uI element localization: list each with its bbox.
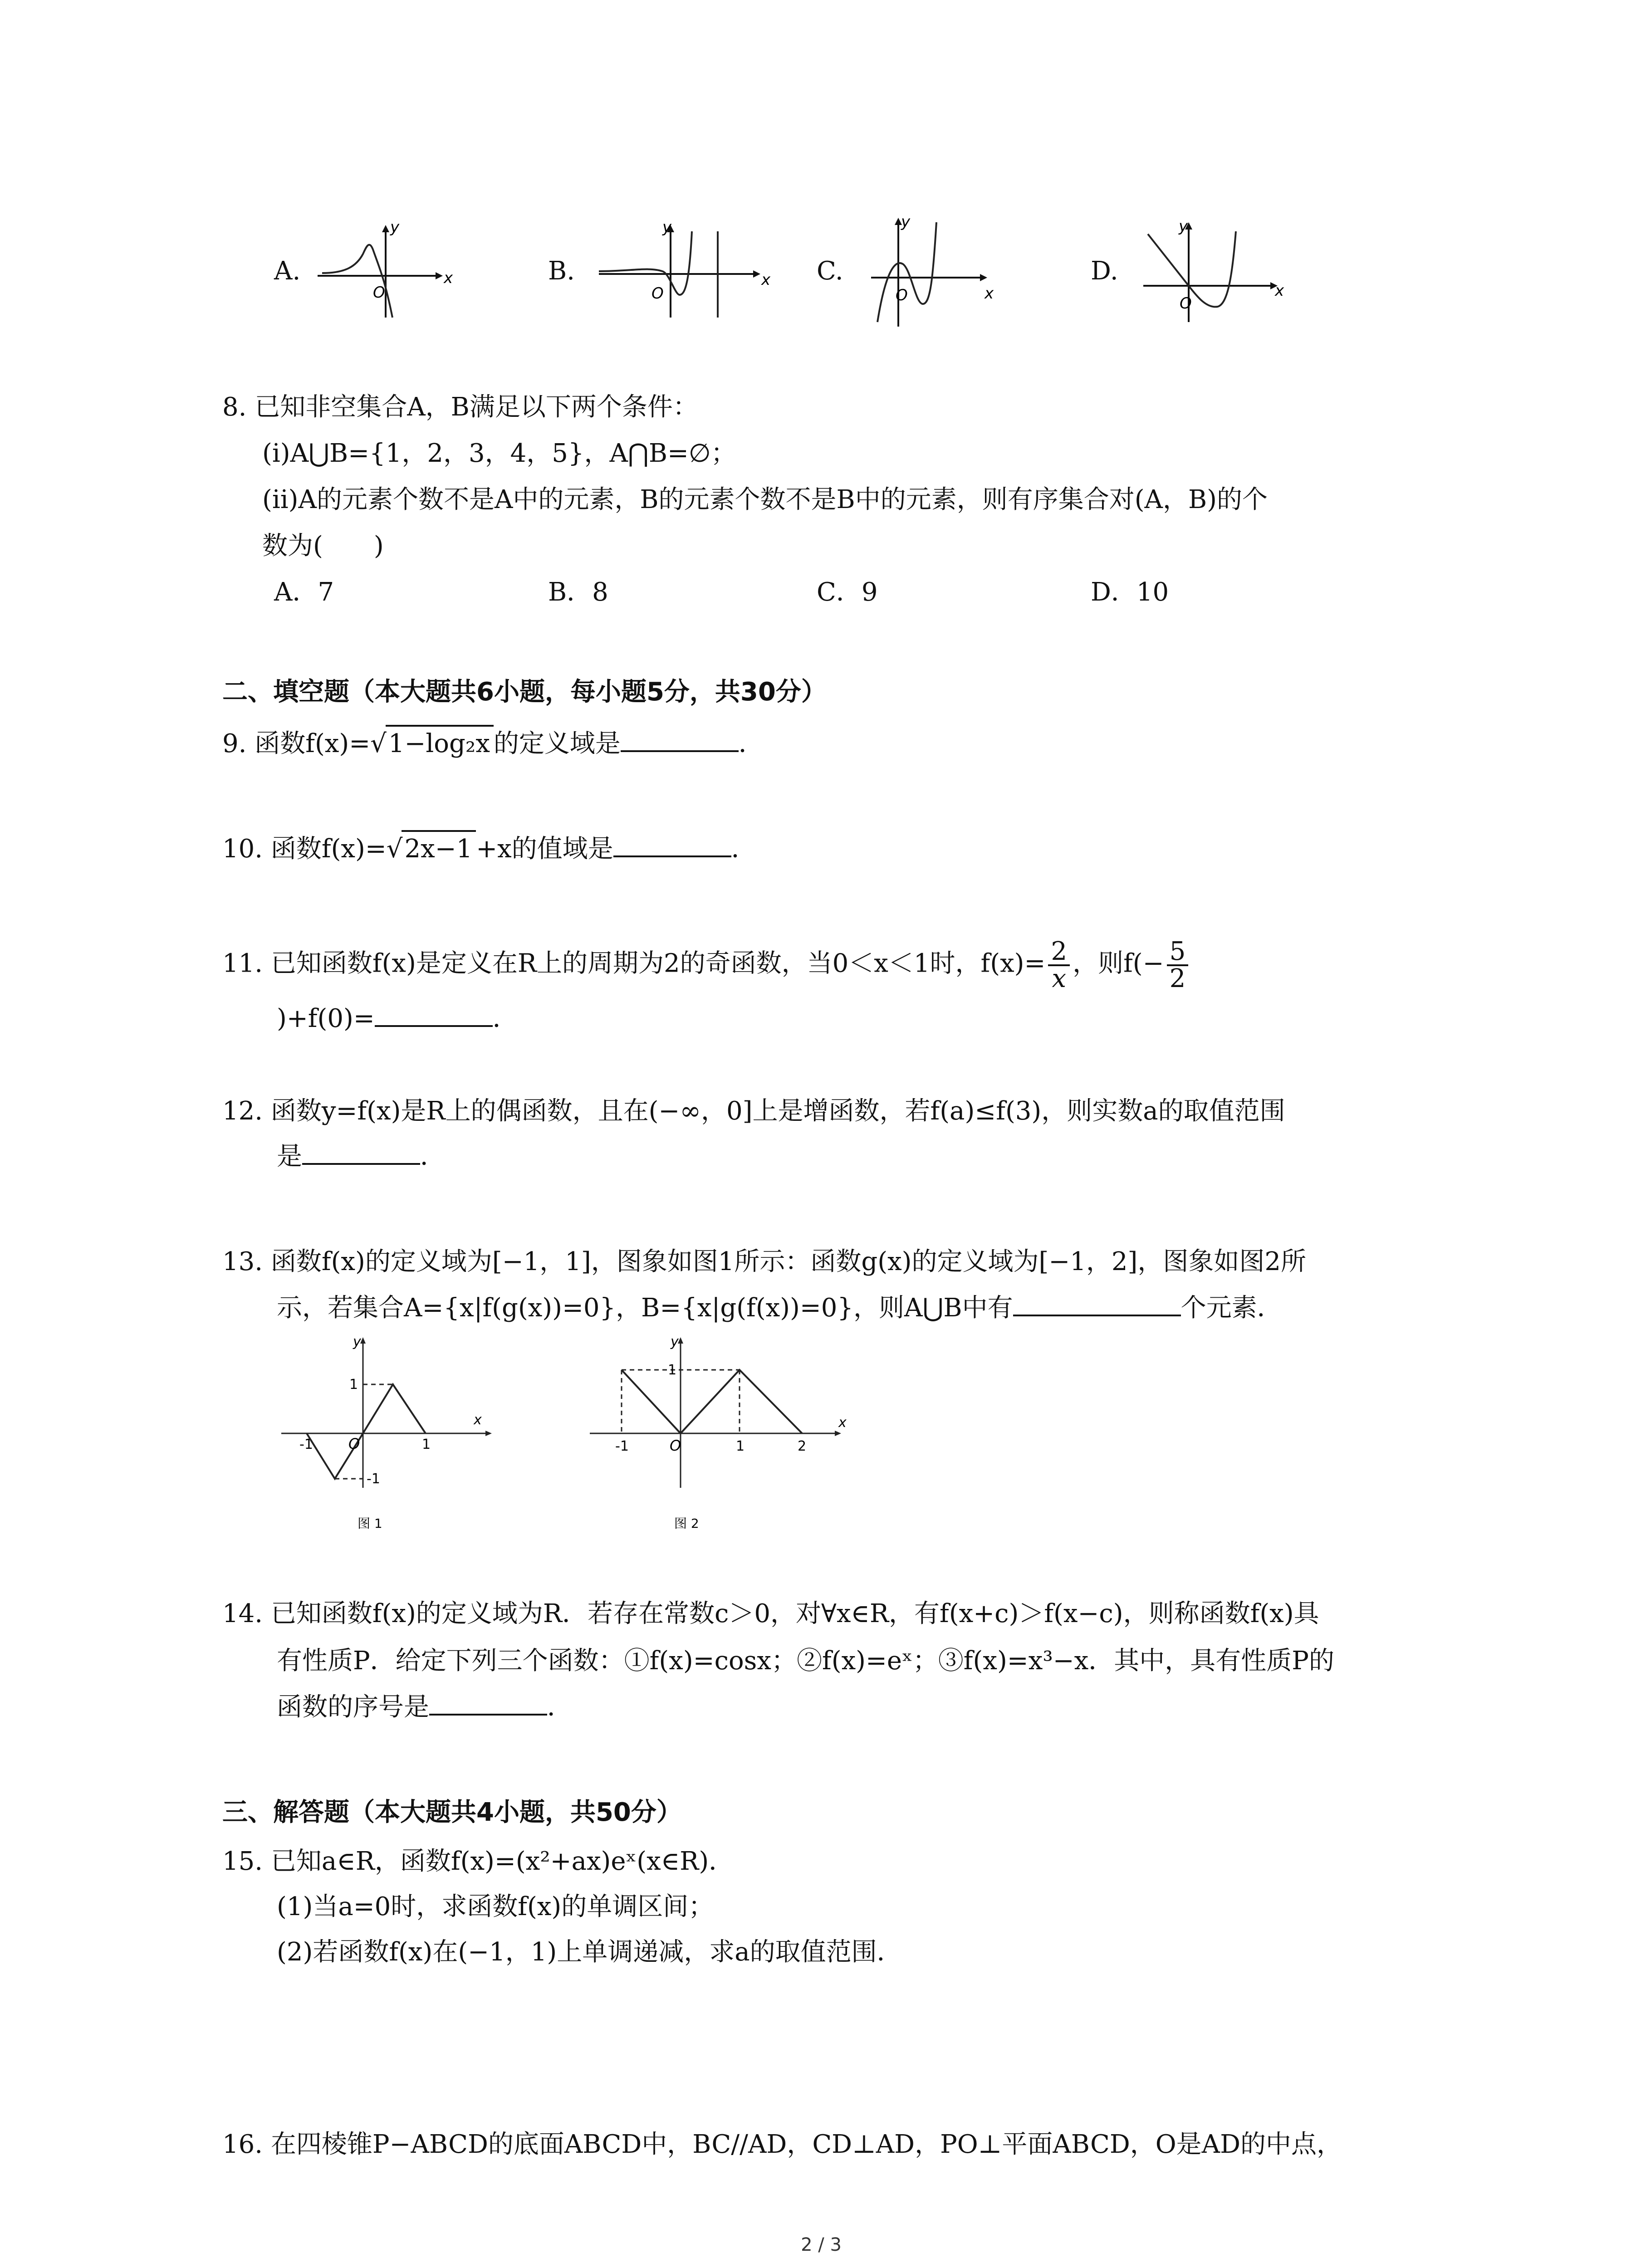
- q9-sqrt-sign: √: [370, 729, 387, 758]
- q11-frac2-den: 2: [1169, 964, 1186, 993]
- q9-radicand: 1−log₂x: [386, 725, 494, 761]
- fig2-tick-x1: 1: [736, 1438, 745, 1454]
- q13-line1: 13. 函数f(x)的定义域为[−1，1]，图象如图1所示：函数g(x)的定义域为[−1，2]，图象如图2所: [222, 1247, 1306, 1276]
- section-3-heading: 三、解答题（本大题共4小题，共50分）: [222, 1798, 682, 1827]
- q11-frac1-den: x: [1052, 964, 1067, 993]
- fig2-y-label: y: [671, 1334, 679, 1350]
- c-x-label: x: [985, 284, 994, 303]
- option-a-graph: [313, 218, 453, 322]
- b-origin-label: O: [652, 284, 664, 303]
- q14-answer-blank[interactable]: [429, 1691, 547, 1716]
- figure-2: [590, 1334, 853, 1533]
- fig1-tick-y1: 1: [349, 1377, 358, 1393]
- fig1-x-label: x: [474, 1412, 482, 1428]
- fig2-tick-xm1: -1: [615, 1438, 629, 1454]
- q9-end: ．: [738, 729, 764, 758]
- fig1-origin: O: [348, 1435, 360, 1452]
- q11-line2-pre: )+f(0)=: [277, 1004, 375, 1033]
- fig2-x-label: x: [838, 1415, 847, 1431]
- a-y-label: y: [390, 218, 400, 236]
- q14-line1: 14. 已知函数f(x)的定义域为R．若存在常数c＞0，对∀x∈R，有f(x+c)＞f(x−c)，则称函数f(x)具: [222, 1599, 1319, 1628]
- q11-frac2-num: 5: [1167, 939, 1189, 966]
- q13-answer-blank[interactable]: [1013, 1292, 1181, 1316]
- fig1-tick-ym1: -1: [367, 1471, 380, 1487]
- q8-line1: 8. 已知非空集合A，B满足以下两个条件：: [222, 392, 698, 422]
- q12-line2: [277, 1139, 446, 1174]
- q10-end: ．: [731, 834, 757, 864]
- fig2-caption: 图 2: [674, 1516, 699, 1531]
- q10-radicand: 2x−1: [402, 830, 476, 866]
- q9-post: 的定义域是: [493, 729, 621, 758]
- option-c-graph: [862, 213, 998, 331]
- page-number: 2 / 3: [801, 2234, 842, 2255]
- q13-line2-post: 个元素．: [1181, 1293, 1283, 1323]
- option-d-label: D.: [1091, 256, 1118, 286]
- q9: [222, 725, 764, 761]
- q11-end: ．: [492, 1004, 518, 1033]
- c-origin-label: O: [896, 286, 908, 304]
- option-a-label: A.: [274, 256, 301, 286]
- fig1-caption: 图 1: [358, 1516, 382, 1531]
- q11-pre: 11. 已知函数f(x)是定义在R上的周期为2的奇函数，当0＜x＜1时，f(x)=: [222, 948, 1046, 978]
- q9-answer-blank[interactable]: [621, 728, 739, 752]
- a-x-label: x: [444, 269, 453, 287]
- d-x-label: x: [1275, 282, 1284, 300]
- b-y-label: y: [662, 218, 672, 236]
- q14-line3: [277, 1690, 573, 1725]
- q10: [222, 830, 757, 866]
- q15-line2: (1)当a=0时，求函数f(x)的单调区间；: [277, 1892, 714, 1921]
- fig1-tick-x1: 1: [422, 1437, 431, 1452]
- option-b-graph: [590, 218, 771, 322]
- c-y-label: y: [901, 213, 911, 231]
- q11-line2: [277, 1002, 518, 1036]
- option-b-label: B.: [548, 256, 575, 286]
- fig1-tick-xm1: -1: [299, 1437, 313, 1452]
- q11-answer-blank[interactable]: [375, 1002, 493, 1027]
- b-x-label: x: [761, 271, 771, 289]
- q12-line1: 12. 函数y=f(x)是R上的偶函数，且在(−∞，0]上是增函数，若f(a)≤f(3)，则实数a的取值范围: [222, 1096, 1285, 1126]
- a-origin-label: O: [373, 284, 385, 302]
- q13-line2: [277, 1291, 1283, 1325]
- q10-answer-blank[interactable]: [613, 833, 731, 857]
- option-c-label: C.: [817, 256, 843, 286]
- q10-pre: 10. 函数f(x)=: [222, 834, 387, 864]
- q8-option-b: B．8: [548, 577, 608, 607]
- q11-frac1-num: 2: [1048, 939, 1070, 966]
- q14-line3-pre: 函数的序号是: [277, 1692, 429, 1722]
- q11-line1: [222, 939, 1191, 992]
- q12-answer-blank[interactable]: [302, 1140, 420, 1165]
- q11-mid: ，则f(−: [1073, 948, 1164, 978]
- q8-option-d: D．10: [1091, 577, 1169, 607]
- section-2-heading: 二、填空题（本大题共6小题，每小题5分，共30分）: [222, 677, 827, 707]
- q9-pre: 9. 函数f(x)=: [222, 729, 371, 758]
- q11-fraction-5-over-2: [1167, 939, 1189, 992]
- q8-line2: (i)A⋃B={1，2，3，4，5}，A⋂B=∅；: [262, 439, 736, 468]
- q8-option-a: A．7: [274, 577, 334, 607]
- q12-end: ．: [420, 1142, 446, 1171]
- q10-post: +x的值域是: [476, 834, 613, 864]
- q11-fraction-2-over-x: [1048, 939, 1070, 992]
- d-origin-label: O: [1180, 294, 1192, 313]
- fig2-tick-x2: 2: [798, 1438, 807, 1454]
- q15-line1: 15. 已知a∈R，函数f(x)=(x²+ax)eˣ(x∈R)．: [222, 1847, 735, 1876]
- q16-line1: 16. 在四棱锥P−ABCD的底面ABCD中，BC//AD，CD⊥AD，PO⊥平面ABCD，O是AD的中点，: [222, 2130, 1342, 2159]
- q10-sqrt-sign: √: [386, 834, 403, 864]
- q14-line2: 有性质P．给定下列三个函数：①f(x)=cosx；②f(x)=eˣ；③f(x)=x³−x．其中，具有性质P的: [277, 1646, 1334, 1676]
- q12-line2-pre: 是: [277, 1142, 302, 1171]
- q8-option-c: C．9: [817, 577, 878, 607]
- fig1-y-label: y: [353, 1334, 361, 1350]
- q8-line3: (ii)A的元素个数不是A中的元素，B的元素个数不是B中的元素，则有序集合对(A，B)的个: [262, 485, 1268, 514]
- figure-1: [281, 1334, 495, 1533]
- fig2-tick-y1: 1: [668, 1362, 677, 1378]
- d-y-label: y: [1179, 217, 1188, 235]
- q15-line3: (2)若函数f(x)在(−1，1)上单调递减，求a的取值范围．: [277, 1937, 902, 1967]
- q8-line4: 数为( ): [262, 531, 384, 561]
- q14-end: ．: [547, 1692, 573, 1722]
- fig2-origin: O: [670, 1437, 681, 1454]
- option-d-graph: [1134, 218, 1284, 327]
- q13-line2-pre: 示，若集合A={x|f(g(x))=0}，B={x|g(f(x))=0}，则A⋃B中有: [277, 1293, 1013, 1323]
